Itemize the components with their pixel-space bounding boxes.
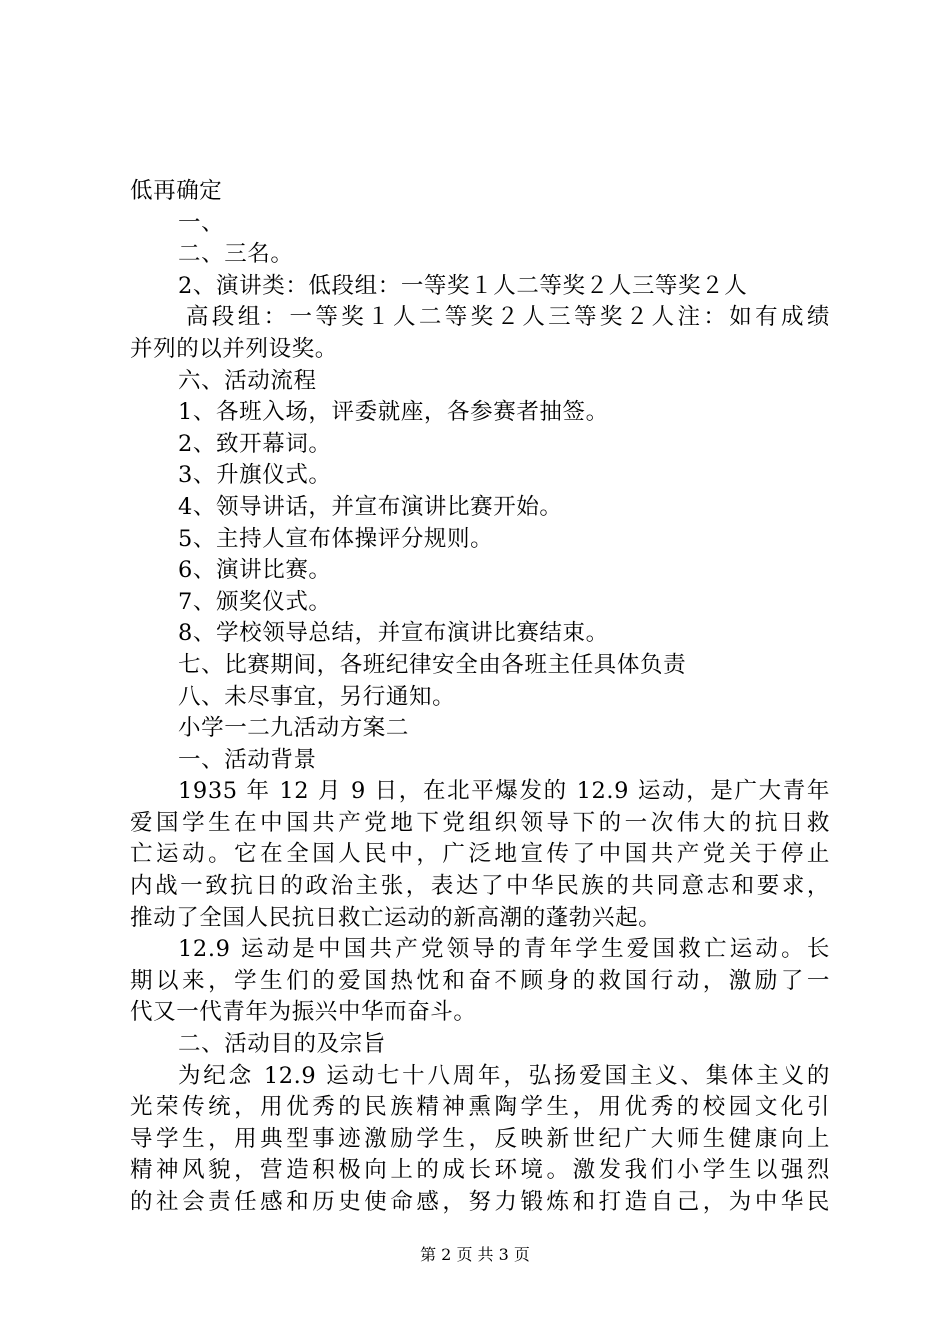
text-line: 5、主持人宣布体操评分规则。 <box>178 525 494 552</box>
text-line: 2、演讲类：低段组：一等奖１人二等奖２人三等奖２人 <box>178 272 748 299</box>
text-line: 8、学校领导总结，并宣布演讲比赛结束。 <box>178 620 609 647</box>
text-line: 爱国学生在中国共产党地下党组织领导下的一次伟大的抗日救 <box>130 809 830 836</box>
text-line: 导学生，用典型事迹激励学生，反映新世纪广大师生健康向上 <box>130 1125 830 1152</box>
page-footer: 第 2 页 共 3 页 <box>420 1245 530 1264</box>
text-line: 并列的以并列设奖。 <box>130 335 338 362</box>
text-line: 7、颁奖仪式。 <box>178 588 332 615</box>
text-line: 为纪念 12.9 运动七十八周年，弘扬爱国主义、集体主义的 <box>178 1062 830 1089</box>
text-line: 光荣传统，用优秀的民族精神熏陶学生，用优秀的校园文化引 <box>130 1094 830 1121</box>
text-line: 1935 年 12 月 9 日，在北平爆发的 12.9 运动，是广大青年 <box>178 778 830 805</box>
text-line: 亡运动。它在全国人民中，广泛地宣传了中国共产党关于停止 <box>130 841 830 868</box>
text-line: 六、活动流程 <box>178 367 317 394</box>
text-line: 的社会责任感和历史使命感，努力锻炼和打造自己，为中华民 <box>130 1189 830 1215</box>
text-line: 2、致开幕词。 <box>178 430 332 457</box>
text-line: 期以来，学生们的爱国热忱和奋不顾身的救国行动，激励了一 <box>130 967 830 994</box>
text-line: 高段组：一等奖１人二等奖２人三等奖２人注：如有成绩 <box>186 304 830 331</box>
text-line: 一、 <box>178 209 225 236</box>
text-line: 二、三名。 <box>178 241 294 268</box>
text-line: 推动了全国人民抗日救亡运动的新高潮的蓬勃兴起。 <box>130 904 662 931</box>
text-line: 1、各班入场，评委就座，各参赛者抽签。 <box>178 399 609 426</box>
text-line: 12.9 运动是中国共产党领导的青年学生爱国救亡运动。长 <box>178 936 830 963</box>
text-line: 小学一二九活动方案二 <box>178 715 410 742</box>
body-text <box>130 176 830 1219</box>
text-line: 一、活动背景 <box>178 746 317 773</box>
text-line: 低再确定 <box>130 178 223 204</box>
text-line: 八、未尽事宜，另行通知。 <box>178 683 456 710</box>
text-line: 七、比赛期间，各班纪律安全由各班主任具体负责 <box>178 651 687 678</box>
text-line: 3、升旗仪式。 <box>178 462 332 489</box>
text-line: 6、演讲比赛。 <box>178 557 332 584</box>
text-line: 二、活动目的及宗旨 <box>178 1031 386 1058</box>
text-line: 4、领导讲话，并宣布演讲比赛开始。 <box>178 493 563 520</box>
text-line: 代又一代青年为振兴中华而奋斗。 <box>130 999 477 1026</box>
text-line: 内战一致抗日的政治主张，表达了中华民族的共同意志和要求， <box>130 873 830 900</box>
text-line: 精神风貌，营造积极向上的成长环境。激发我们小学生以强烈 <box>130 1157 830 1184</box>
